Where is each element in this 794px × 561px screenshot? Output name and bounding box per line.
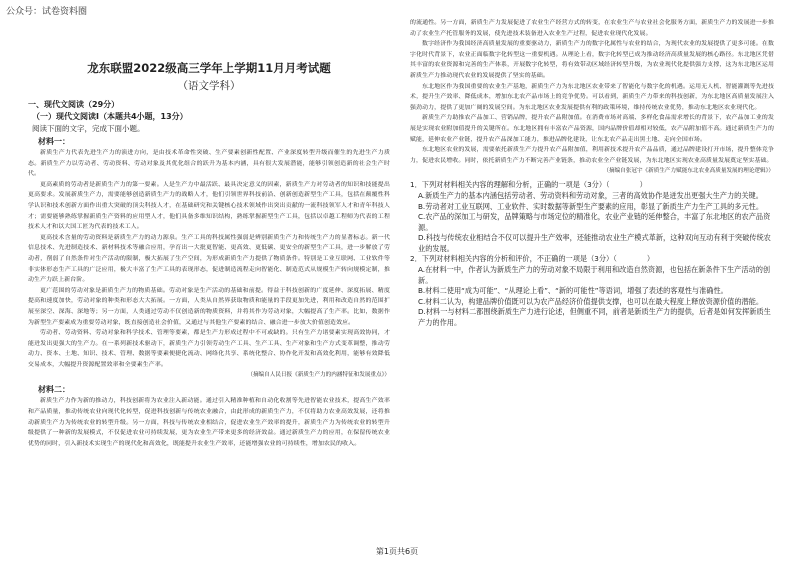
material-2-label: 材料二：	[38, 385, 70, 395]
left-column	[28, 18, 390, 538]
watermark: 公众号：试卷资料圈	[6, 7, 88, 17]
section-heading: 一、现代文阅读（29分）	[28, 100, 120, 109]
right-column	[410, 18, 774, 538]
material-1-paragraph: 劳动者、劳动资料、劳动对象和科学技术、管理等要素，都是生产力形成过程中不可或缺的。只有生产力诸要素实现高效协同，才能迸发出更强大的生产力。在一系列新技术驱动下，新质生产力引领劳动生产工具、生产工具、生产对象和生产方式变革调整，推动劳动力、资本、土地、知识、技术、管理、数据等要素便捷化流动、网络化共享、系统化整合、协作化开发和高效化利用，能够有效降低交易成本，大幅提升资源配置效率和全要素生产率。	[28, 330, 390, 368]
material-1-paragraph: 更广范围的劳动对象是新质生产力的物质基础。劳动对象是生产活动的基础和前提。得益于科技创新的广度延伸、深度拓展、精度提高和速度加快，劳动对象的种类和形态大大拓展。一方面，人类从自然界获取物质和能量的手段更加先进，利用和改造自然的范围扩展至深空、深海、深地等；另一方面，人类通过劳动不仅创造新的物质资料，并将其作为劳动对象，大幅提高了生产率。比如，数据作为新型生产要素成为重要劳动对象，既直接创造社会价值，又通过与其他生产要素的结合、融合进一步放大价值创造效应。	[28, 287, 390, 326]
exam-title: 龙东联盟2022级高三学年上学期11月月考试题	[87, 61, 331, 75]
material-1-paragraph: 更高技术含量的劳动资料是新质生产力的动力源泉。生产工具的科技属性强弱是辨别新质生产力和传统生产力的显著标志。新一代信息技术、先进制造技术、新材料技术等融合应用，孕育出一大批更智能、更高效、更低碳、更安全的新型生产工具，进一步解放了劳动者，削弱了自然条件对生产活动的限制，极大拓展了生产空间，为形成新质生产力提供了物质条件。特别是工业互联网、工业软件等非实体形态生产工具的广泛应用，极大丰富了生产工具的表现形态，促进制造流程走向智能化、制造范式从规模生产转向规模定制，推动生产力跃上新台阶。	[28, 234, 390, 284]
question-2-option-d[interactable]: D.材料一与材料二都围绕新质生产力进行论述，但侧重不同，前者是新质生产力的提供，后者是如何发挥新质生产力的作用。	[418, 307, 771, 328]
question-1-option-d[interactable]: D.科技与传统农业相结合不仅可以提升生产效率，还能推动农业生产模式革新，这种双向互动有利于突破传统农业的发展。	[418, 233, 771, 253]
material-2-paragraph: 新质生产力作为新的推动力，科技创新将为农业注入新动能。通过引入精准种植和自动化收割等先进智能农业技术，提高生产效率和产品质量，推动传统农业向现代化转型，促进科技创新与传统农业融合，由此形成的新质生产力，不仅将助力农业高效发展，还将推动新质生产力为传统农业的转型升级。另一方面，科技与传统农业相结合，促进农业生产效率的提升，新质生产力为传统农业的转型升级提供了一种新的发展模式，不仅促进农业可持续发展，更为农业生产带来更多的经济效益。通过新质生产力的应用，在保留传统农业优势的同时，引入新技术实现生产的现代化和高效化，既能提升农业生产效率，还能增强农业的可持续性，增加农民的收入。	[28, 398, 390, 447]
material-2-paragraph: 东北地区作为我国重要的农业生产基地，新质生产力为东北地区农业带来了智能化与数字化的机遇。运用无人机、智能灌溉等先进技术，提升生产效率、降低成本，增加东北农产品市场上的竞争优势。可以看到，新质生产力带来的科技创新，为东北地区高质量发展注入强劲动力，提供了更加广阔的发展空间。为东北地区农业发展提供有利的政策环境，维持传统农业优势，推动东北地区农业现代化。	[410, 83, 774, 111]
material-1-source: （摘编自人民日报《新质生产力的内涵特征和发展重点》）	[247, 372, 390, 379]
material-2-source: （摘编自张冠宇《新质生产力赋能东北农业高质量发展的理论逻辑》）	[603, 168, 774, 175]
question-1-text: 1．下列对材料相关内容的理解和分析，正确的一项是（3分）（	[410, 180, 610, 190]
material-1-paragraph: 更高素质的劳动者是新质生产力的第一要素。人是生产力中最活跃、最具决定意义的因素，新质生产力对劳动者的知识和技能提出更高要求。发展新质生产力，需要能够创造新质生产力的战略人才，他们引领世界科技前沿、创新创造新型生产工具，包括在颠覆性科学认识和技术创新方面作出重大突破的顶尖科技人才，在基础研究和关键核心技术领域作出突出贡献的一流科技领军人才和青年科技人才；需要能够熟练掌握新质生产资料的应用型人才，他们具备多维知识结构，熟练掌握新型生产工具，包括以卓越工程师为代表的工程技术人才和以大国工匠为代表的技术工人。	[28, 181, 390, 231]
question-2-option-b[interactable]: B.材料二使用“成为可能”、“从理论上看”、“新的可能性”等语词，增强了表述的客观性与准确性。	[418, 286, 728, 296]
instruction: 阅读下面的文字，完成下面小题。	[32, 124, 145, 133]
material-2-paragraph: 新质生产力助推农产品加工、营销品牌，提升农产品附加值。在消费市场对高端、多样化食品需求增长的背景下，农产品加工业的发展是实现农业附加值提升的关键所在。东北地区拥有丰富农产品资源，国内品牌价值却相对较低，农产品附加值不高。通过新质生产力的赋能，延伸农业产业链，提升农产品深加工能力，推进品牌化建设，让东北农产品走出黑土地、走向全国市场。	[410, 115, 774, 143]
question-1-option-c[interactable]: C.农产品的深加工与研发，品牌策略与市场定位的精准化，农业产业链的延伸整合，丰富了东北地区的农产品资源。	[418, 212, 771, 232]
question-2-option-a[interactable]: A.在材料一中，作者认为新质生产力的劳动对象不局限于利用和改造自然资源，也包括在新条件下生产活动的创新。	[418, 265, 771, 285]
question-2-text: 2．下列对材料相关内容的分析和评价，不正确的一项是（3分）（	[410, 254, 617, 264]
subsection-heading: （一）现代文阅读Ⅰ（本题共4小题，13分）	[32, 112, 188, 121]
material-2-continued: 的流通性。另一方面，新质生产力发展促进了农业生产经营方式的转变，在农业生产与农业社会化服务方面，新质生产力的发展进一步推动了农业生产托管服务的发展，使先进技术装备进入农业生产过程，促进农业现代化发展。	[410, 20, 774, 37]
page-number: 第1页共6页	[375, 547, 419, 556]
question-2-stem	[410, 254, 774, 265]
question-2-close: ）	[646, 254, 655, 264]
exam-page	[28, 18, 774, 544]
question-2-option-c[interactable]: C.材料二认为，构建品牌价值既可以为农产品经济价值提供支撑，也可以在最大程度上释放资源价值的潜能。	[418, 296, 764, 306]
material-1-label: 材料一：	[38, 137, 70, 146]
material-2-paragraph: 东北地区农业的发展，需要依托新质生产力提升农产品附加值，利用新技术提升农产品品质，通过品牌建设打开市场，提升整体竞争力，促进农民增收。同时，依托新质生产力不断完善产业链条，推动农业全产业链发展，为东北地区实现农业高质量发展奠定坚实基础。	[410, 147, 774, 164]
material-1-paragraph: 新质生产力代表先进生产力的演进方向，是由技术革命性突破、生产要素创新性配置、产业深度转型升级而催生的先进生产力质态。新质生产力以劳动者、劳动资料、劳动对象及其优化组合的跃升为基本内涵，具有很大发展潜能，能够引领创造新的社会生产时代。	[28, 150, 390, 178]
question-1-option-a[interactable]: A.新质生产力的基本内涵包括劳动者、劳动资料和劳动对象，三者的高效协作是迸发出更强大生产力的关键。	[418, 190, 763, 200]
exam-subject: （语文学科）	[177, 80, 241, 92]
question-1-option-b[interactable]: B.劳动者对工业互联网、工业软件、实时数据等新型生产要素的应用，彰显了新质生产力生产工具的多元性。	[418, 201, 764, 211]
material-2-paragraph: 数字经济作为我国经济高质量发展的重要驱动力，新质生产力的数字化属性与农业的结合，为现代农业的发展提供了更多可能。在数字化时代背景下，农业正面临数字化转型这一重要机遇。从理论上看，数字化转型已成为推动经济高质量发展的核心路径。东北地区凭借其丰富的农业资源和完善的生产体系，开展数字化转型，将有效带动区域经济转型升级，为农业现代化提供强力支撑，这为东北地区运用新质生产力推动现代农业的发展提供了坚实的基础。	[410, 41, 774, 79]
question-1-stem	[410, 180, 774, 191]
question-1-close: ）	[639, 180, 647, 190]
